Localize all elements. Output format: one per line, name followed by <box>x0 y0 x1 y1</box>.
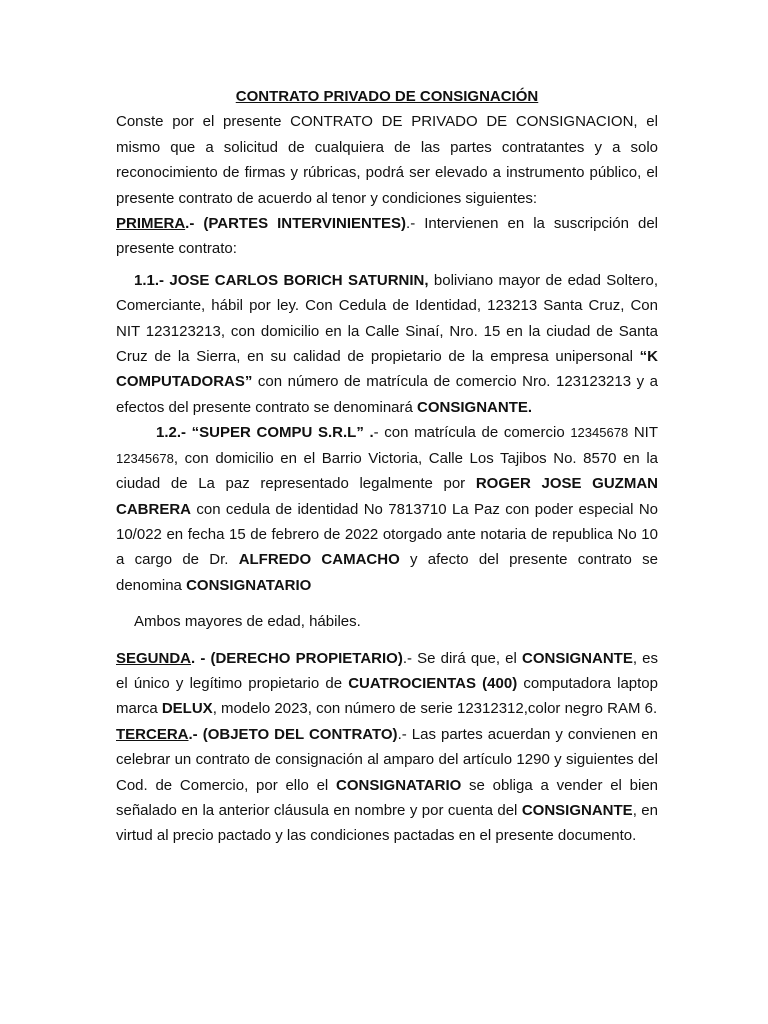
party-name: “SUPER COMPU S.R.L” . <box>191 424 374 442</box>
clause-label: SEGUNDA <box>116 649 192 667</box>
legal-representative: ROGER JOSE GUZMAN CABRERA <box>116 475 658 518</box>
contract-document <box>116 84 658 849</box>
nit-number: 12345678 <box>116 450 174 466</box>
party-number: 1.1.- <box>134 271 170 289</box>
ambos-paragraph: Ambos mayores de edad, hábiles. <box>134 613 361 631</box>
party-text: NIT <box>628 424 658 442</box>
party-role: CONSIGNANTE. <box>417 398 533 416</box>
clause-heading: .- (OBJETO DEL CONTRATO) <box>188 725 398 743</box>
clause-text: .- Las partes acuerdan y convienen en celebrar un contrato de consignación al amparo del artículo 1290 y siguientes del Cod. de Comercio, por ello el <box>116 725 658 794</box>
consignatario-term: CONSIGNATARIO <box>336 776 462 794</box>
clause-text: , en virtud al precio pactado y las condiciones pactadas en el presente documento. <box>116 801 658 845</box>
brand-name: DELUX <box>161 700 213 718</box>
party-1-1 <box>116 268 658 420</box>
party-role: CONSIGNATARIO <box>186 576 312 594</box>
party-name: JOSE CARLOS BORICH SATURNIN, <box>169 271 429 289</box>
clause-text: , es el único y legítimo propietario de <box>116 649 658 692</box>
clause-label: PRIMERA <box>116 215 186 233</box>
consignante-term: CONSIGNANTE <box>521 649 633 667</box>
company-name: “K COMPUTADORAS” <box>116 348 658 391</box>
clause-primera <box>116 211 658 262</box>
clause-text: .- Se dirá que, el <box>402 649 522 667</box>
clause-heading: . - (DERECHO PROPIETARIO) <box>191 649 403 667</box>
party-text: y afecto del presente contrato se denomina <box>116 551 658 594</box>
quantity: CUATROCIENTAS (400) <box>348 674 518 692</box>
notary-name: ALFREDO CAMACHO <box>238 551 400 569</box>
clause-text: se obliga a vender el bien señalado en la anterior cláusula en nombre y por cuenta del <box>116 776 658 819</box>
consignante-term: CONSIGNANTE <box>521 801 633 819</box>
clause-text: , modelo 2023, con número de serie 12312312,color negro RAM 6. <box>212 700 658 718</box>
party-1-2 <box>116 420 658 598</box>
clause-tercera <box>116 722 658 849</box>
clause-heading: .- (PARTES INTERVINIENTES) <box>185 215 407 233</box>
party-text: con cedula de identidad No 7813710 La Paz con poder especial No 10/022 en fecha 15 de febrero de 2022 otorgado ante notaria de republica No 10 a cargo de Dr. <box>116 500 658 569</box>
intro-paragraph: Conste por el presente CONTRATO DE PRIVADO DE CONSIGNACION, el mismo que a solicitud de cualquiera de las partes contratantes y a solo reconocimiento de firmas y rúbricas, podrá ser elevado a instrumento público, el presente contrato de acuerdo al tenor y condiciones siguientes: <box>116 113 658 207</box>
party-text: , con domicilio en el Barrio Victoria, Calle Los Tajibos No. 8570 en la ciudad de La paz representado legalmente por <box>116 449 658 493</box>
party-text: - con matrícula de comercio <box>373 424 571 442</box>
clause-text: .- Intervienen en la suscripción del presente contrato: <box>116 215 658 258</box>
registration-number: 12345678 <box>570 425 629 441</box>
clause-segunda <box>116 646 658 722</box>
party-text: boliviano mayor de edad Soltero, Comerciante, hábil por ley. Con Cedula de Identidad, 123213 Santa Cruz, Con NIT 123123213, con domicilio en la Calle Sinaí, Nro. 15 en la ciudad de Santa Cruz de la Sierra, en su calidad de propietario de la empresa unipersonal <box>116 271 658 366</box>
clause-label: TERCERA <box>116 725 189 743</box>
clause-text: computadora laptop marca <box>116 674 658 718</box>
document-title: CONTRATO PRIVADO DE CONSIGNACIÓN <box>235 88 539 105</box>
party-number: 1.2.- <box>156 424 192 442</box>
party-text: con número de matrícula de comercio Nro. 123123213 y a efectos del presente contrato se denominará <box>116 373 658 416</box>
